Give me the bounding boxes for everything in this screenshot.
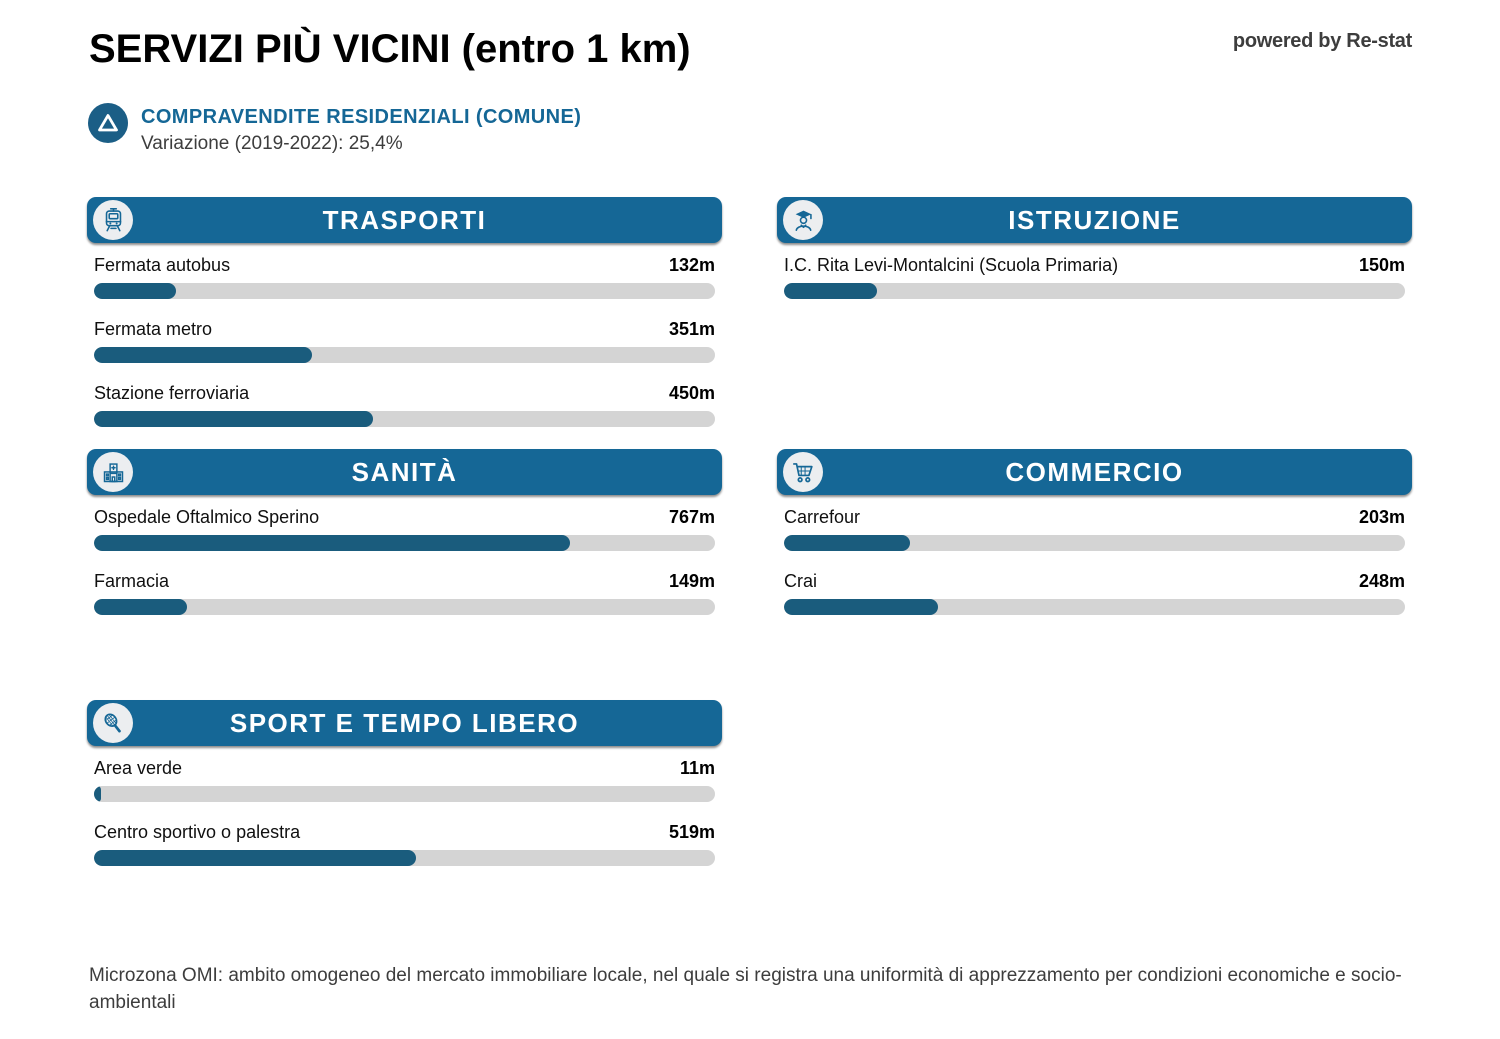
service-distance: 11m — [679, 758, 715, 778]
service-distance: 351m — [668, 319, 715, 339]
distance-bar-fill — [94, 599, 187, 615]
service-row — [94, 383, 715, 427]
up-triangle-icon — [88, 103, 128, 143]
sales-summary-title: COMPRAVENDITE RESIDENZIALI (COMUNE) — [141, 106, 582, 128]
service-row — [94, 507, 715, 551]
graduate-icon — [783, 200, 823, 240]
page-title: SERVIZI PIÙ VICINI (entro 1 km) — [89, 27, 691, 71]
section-commercio — [777, 449, 1412, 635]
distance-bar — [784, 535, 1405, 551]
service-distance: 248m — [1358, 571, 1405, 591]
service-label: Crai — [784, 571, 818, 591]
distance-bar — [94, 535, 715, 551]
distance-bar-fill — [94, 535, 570, 551]
section-title: SANITÀ — [351, 456, 458, 487]
service-distance: 203m — [1358, 507, 1405, 527]
racket-icon — [93, 703, 133, 743]
section-title: SPORT E TEMPO LIBERO — [229, 707, 580, 738]
sales-summary — [88, 103, 581, 155]
service-row — [94, 571, 715, 615]
hospital-icon — [93, 452, 133, 492]
distance-bar — [94, 599, 715, 615]
section-rows — [777, 495, 1412, 615]
service-distance: 149m — [668, 571, 715, 591]
service-label: Carrefour — [784, 507, 861, 527]
service-row — [94, 255, 715, 299]
service-distance: 519m — [668, 822, 715, 842]
service-distance: 132m — [668, 255, 715, 275]
service-label: Stazione ferroviaria — [94, 383, 250, 403]
section-rows — [87, 495, 722, 615]
service-distance: 767m — [668, 507, 715, 527]
distance-bar — [94, 786, 715, 802]
service-label: Ospedale Oftalmico Sperino — [94, 507, 320, 527]
service-distance: 450m — [668, 383, 715, 403]
service-label: I.C. Rita Levi-Montalcini (Scuola Primaria) — [784, 255, 1119, 275]
distance-bar — [94, 850, 715, 866]
section-title: ISTRUZIONE — [1008, 204, 1181, 235]
distance-bar — [784, 599, 1405, 615]
sales-summary-subtitle: Variazione (2019-2022): 25,4% — [141, 133, 403, 154]
section-header-commercio — [777, 449, 1412, 495]
service-label: Fermata metro — [94, 319, 213, 339]
distance-bar — [94, 411, 715, 427]
section-istruzione — [777, 197, 1412, 319]
distance-bar-fill — [784, 283, 877, 299]
section-sanita — [87, 449, 722, 635]
section-rows — [87, 746, 722, 866]
service-label: Centro sportivo o palestra — [94, 822, 301, 842]
distance-bar — [94, 347, 715, 363]
powered-by-label: powered by Re-stat — [1232, 30, 1412, 52]
service-distance: 150m — [1358, 255, 1405, 275]
distance-bar-fill — [784, 599, 938, 615]
service-row — [784, 507, 1405, 551]
service-row — [784, 571, 1405, 615]
section-title: TRASPORTI — [322, 204, 487, 235]
service-row — [94, 822, 715, 866]
distance-bar-fill — [94, 786, 101, 802]
service-label: Area verde — [94, 758, 183, 778]
section-header-trasporti — [87, 197, 722, 243]
service-label: Fermata autobus — [94, 255, 231, 275]
section-sport — [87, 700, 722, 886]
section-header-istruzione — [777, 197, 1412, 243]
distance-bar-fill — [94, 850, 416, 866]
service-row — [94, 758, 715, 802]
distance-bar — [94, 283, 715, 299]
distance-bar — [784, 283, 1405, 299]
section-title: COMMERCIO — [1005, 456, 1184, 487]
service-label: Farmacia — [94, 571, 170, 591]
section-trasporti — [87, 197, 722, 447]
distance-bar-fill — [94, 411, 373, 427]
service-row — [784, 255, 1405, 299]
section-header-sport — [87, 700, 722, 746]
microzona-footnote: Microzona OMI: ambito omogeneo del mercato immobiliare locale, nel quale si registra una uniformità di apprezzamento per condizioni economiche e socio-ambientali — [89, 965, 1402, 1013]
sales-summary-text — [141, 103, 581, 155]
service-row — [94, 319, 715, 363]
distance-bar-fill — [94, 283, 176, 299]
section-rows — [777, 243, 1412, 299]
section-rows — [87, 243, 722, 427]
section-header-sanita — [87, 449, 722, 495]
distance-bar-fill — [784, 535, 910, 551]
distance-bar-fill — [94, 347, 312, 363]
train-icon — [93, 200, 133, 240]
cart-icon — [783, 452, 823, 492]
